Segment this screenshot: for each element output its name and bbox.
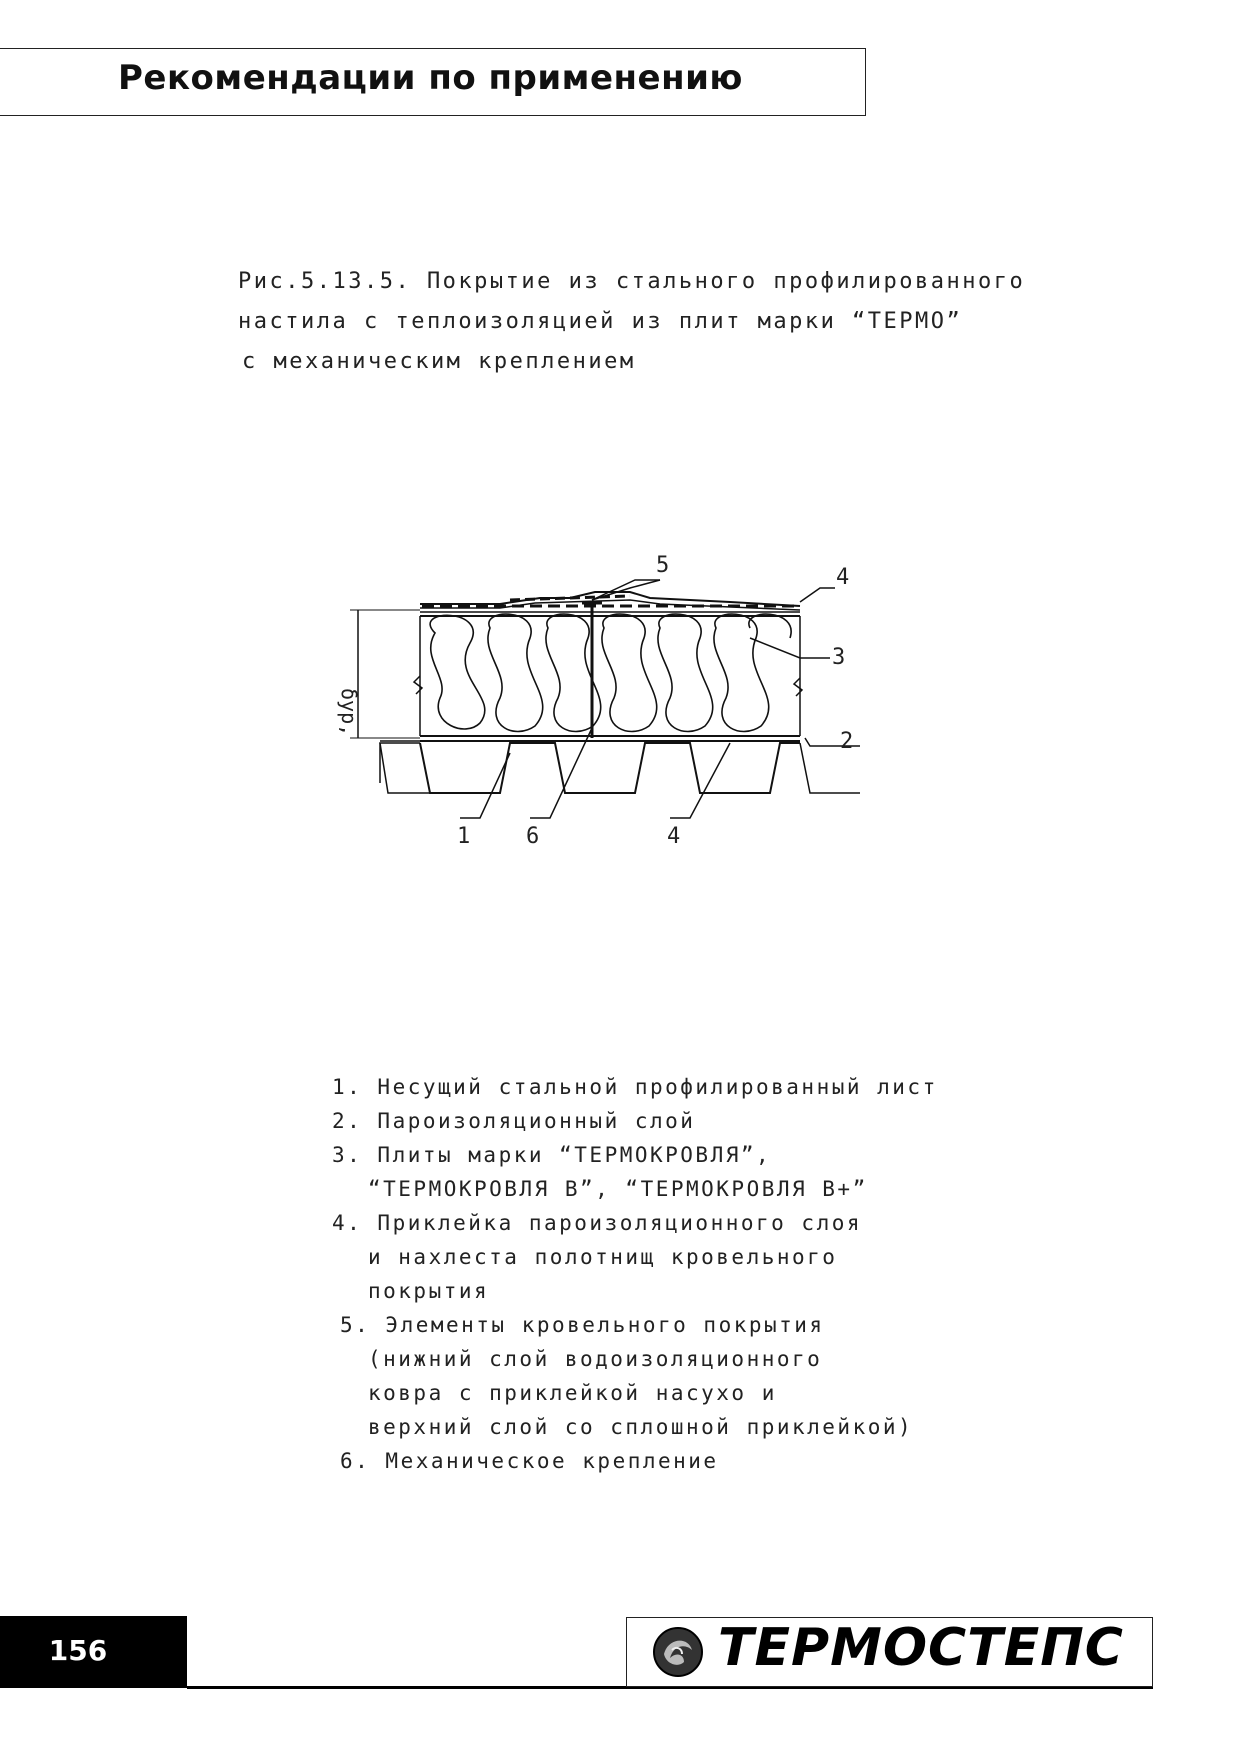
callout-6: 6 [526, 824, 540, 849]
brand-logo-text: ТЕРМОСТЕПС [718, 1618, 1124, 1678]
legend-item-2: 2. Пароизоляционный слой [332, 1109, 696, 1133]
figure-caption [238, 262, 1058, 382]
callout-5: 5 [656, 553, 670, 578]
callout-4-bottom: 4 [667, 824, 681, 849]
caption-line-1: Рис.5.13.5. Покрытие из стального профилированного [238, 269, 1026, 294]
legend-item-6: 6. Механическое крепление [340, 1449, 719, 1473]
legend-item-5-cont2: ковра с приклейкой насухо и [368, 1381, 777, 1405]
page-title: Рекомендации по применению [118, 58, 743, 98]
globe-swirl-icon [650, 1624, 706, 1680]
page-number: 156 [48, 1634, 108, 1667]
legend-item-4-cont: и нахлеста полотнищ кровельного [368, 1245, 838, 1269]
legend-item-5-cont3: верхний слой со сплошной приклейкой) [368, 1415, 914, 1439]
callout-4-top: 4 [836, 565, 850, 590]
legend-item-3: 3. Плиты марки “ТЕРМОКРОВЛЯ”, [332, 1143, 772, 1167]
legend-item-3-cont: “ТЕРМОКРОВЛЯ В”, “ТЕРМОКРОВЛЯ В+” [368, 1177, 868, 1201]
caption-line-3: с механическим креплением [242, 349, 636, 374]
callout-2: 2 [840, 729, 854, 754]
caption-line-2: настила с теплоизоляцией из плит марки “ТЕРМО” [238, 309, 963, 334]
roof-section-diagram [330, 548, 950, 888]
legend-item-4: 4. Приклейка пароизоляционного слоя [332, 1211, 863, 1235]
legend-item-1: 1. Несущий стальной профилированный лист [332, 1075, 938, 1099]
legend-item-5-cont: (нижний слой водоизоляционного [368, 1347, 823, 1371]
callout-3: 3 [832, 645, 846, 670]
legend [332, 1070, 1032, 1478]
callout-1: 1 [457, 824, 471, 849]
dimension-label: δур, [337, 688, 361, 737]
legend-item-5: 5. Элементы кровельного покрытия [340, 1313, 825, 1337]
legend-item-4-cont2: покрытия [368, 1279, 490, 1303]
